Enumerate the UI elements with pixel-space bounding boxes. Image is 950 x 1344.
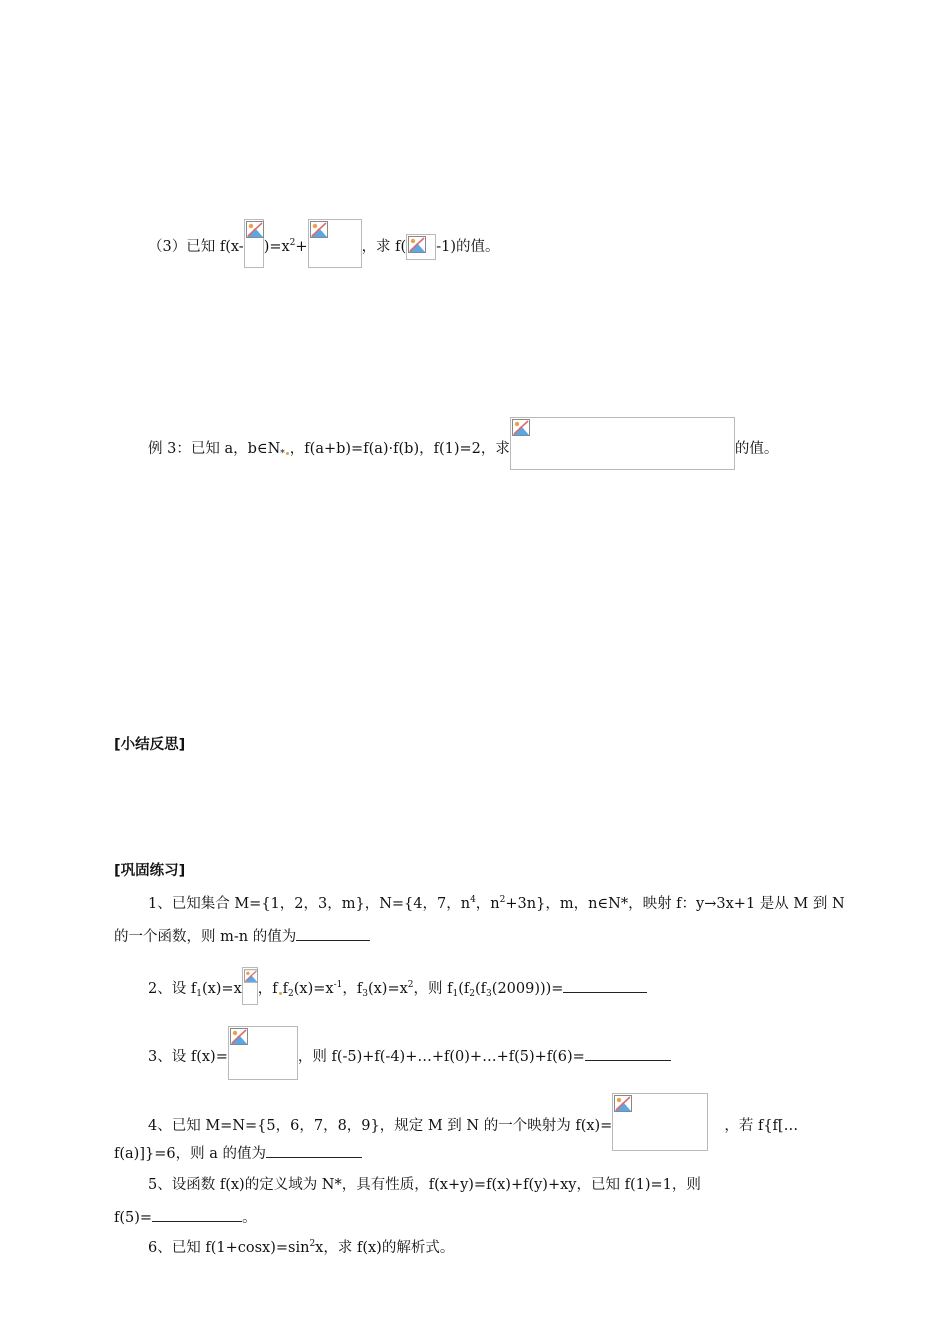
p1-exp2: 2 xyxy=(499,895,506,905)
broken-image-icon xyxy=(612,1093,708,1151)
summary-heading: [小结反思] xyxy=(114,737,186,753)
answer-blank xyxy=(152,1207,242,1222)
broken-image-icon xyxy=(308,219,362,268)
p4-a: 4、已知 M=N={5，6，7，8，9}，规定 M 到 N 的一个映射为 f(x)= xyxy=(148,1118,613,1134)
p6-exp: 2 xyxy=(309,1239,316,1249)
q3-line xyxy=(148,219,500,268)
answer-blank xyxy=(266,1143,362,1158)
practice-5-line1 xyxy=(148,1175,701,1195)
p2-f: (x)=x xyxy=(367,981,408,997)
p2-e: ，f xyxy=(342,981,363,997)
p2-s4: 1 xyxy=(452,989,459,999)
p2-s5: 2 xyxy=(469,989,476,999)
p6-a: 6、已知 f(1+cosx)=sin xyxy=(148,1240,310,1256)
p6-b: x，求 f(x)的解析式。 xyxy=(315,1240,455,1256)
p4-c: f(a)]}=6，则 a 的值为 xyxy=(114,1146,266,1162)
p2-j: (2009)))= xyxy=(491,981,564,997)
p2-s3: 3 xyxy=(362,989,368,999)
p3-a: 3、设 f(x)= xyxy=(148,1049,228,1065)
ex3-prefix: 例 3：已知 a，b∈N xyxy=(148,441,281,457)
p2-s2: 2 xyxy=(288,989,294,999)
ex3-sub: * xyxy=(280,449,285,459)
p2-e1: -1 xyxy=(333,980,343,990)
ex3-suffix: 的值。 xyxy=(734,441,779,457)
q3-prefix: （3）已知 f(x- xyxy=(148,239,244,255)
p5-c: 。 xyxy=(242,1210,257,1226)
practice-4-line2 xyxy=(114,1143,362,1164)
practice-1-line1 xyxy=(148,894,845,914)
p2-a: 2、设 f xyxy=(148,981,197,997)
p1-text-d: 的一个函数，则 m-n 的值为 xyxy=(114,929,297,945)
q3-mid3: ，求 f( xyxy=(361,239,407,255)
mark-dot xyxy=(279,992,282,995)
broken-image-icon xyxy=(242,967,258,1005)
practice-1-line2 xyxy=(114,926,370,947)
broken-image-icon xyxy=(406,234,436,260)
p2-c: ，f xyxy=(257,981,278,997)
p1-text-c: +3n}，m，n∈N*，映射 f：y→3x+1 是从 M 到 N xyxy=(505,896,845,912)
p2-e2: 2 xyxy=(407,980,414,990)
ex3-mid: ，f(a+b)=f(a)·f(b)，f(1)=2，求 xyxy=(289,441,510,457)
p5-a: 5、设函数 f(x)的定义域为 N*，具有性质，f(x+y)=f(x)+f(y)+xy，已知 f(1)=1，则 xyxy=(148,1177,701,1193)
p2-d: (x)=x xyxy=(293,981,334,997)
p5-b: f(5)= xyxy=(114,1210,153,1226)
p3-b: ，则 f(-5)+f(-4)+…+f(0)+…+f(5)+f(6)= xyxy=(297,1049,585,1065)
p2-i: (f xyxy=(475,981,487,997)
answer-blank xyxy=(296,926,370,941)
p2-s1: 1 xyxy=(196,989,202,999)
p2-s6: 3 xyxy=(486,989,492,999)
practice-3-line xyxy=(148,1026,671,1080)
p4-b: ，若 f{f[… xyxy=(724,1118,799,1134)
q3-mid2: + xyxy=(295,239,308,255)
p2-g: ，则 f xyxy=(413,981,453,997)
q3-suffix: -1)的值。 xyxy=(436,239,500,255)
p2-b: (x)=x xyxy=(201,981,242,997)
practice-6-line xyxy=(148,1238,454,1258)
example3-line xyxy=(148,417,778,470)
mark-dot xyxy=(286,452,289,455)
practice-5-line2 xyxy=(114,1207,257,1228)
broken-image-icon xyxy=(244,219,264,268)
p1-text-b: ，n xyxy=(475,896,500,912)
answer-blank xyxy=(563,978,647,993)
p1-text-a: 1、已知集合 M={1，2，3，m}，N={4，7，n xyxy=(148,896,471,912)
practice-2-line: 2、设 $f_1(x)=x$ ，f $f_2(x)=x^{-1}$，$f_3(x)=x^2$，则 $f_1(f_2(f_3(2009)))=$ xyxy=(148,967,647,1005)
answer-blank xyxy=(585,1046,671,1061)
q3-exp: 2 xyxy=(289,238,296,248)
q3-mid1: )=x xyxy=(263,239,290,255)
practice-heading: [巩固练习] xyxy=(114,863,186,879)
broken-image-icon xyxy=(510,417,735,470)
broken-image-icon xyxy=(228,1026,298,1080)
p1-exp1: 4 xyxy=(470,895,476,905)
p2-h: (f xyxy=(458,981,470,997)
